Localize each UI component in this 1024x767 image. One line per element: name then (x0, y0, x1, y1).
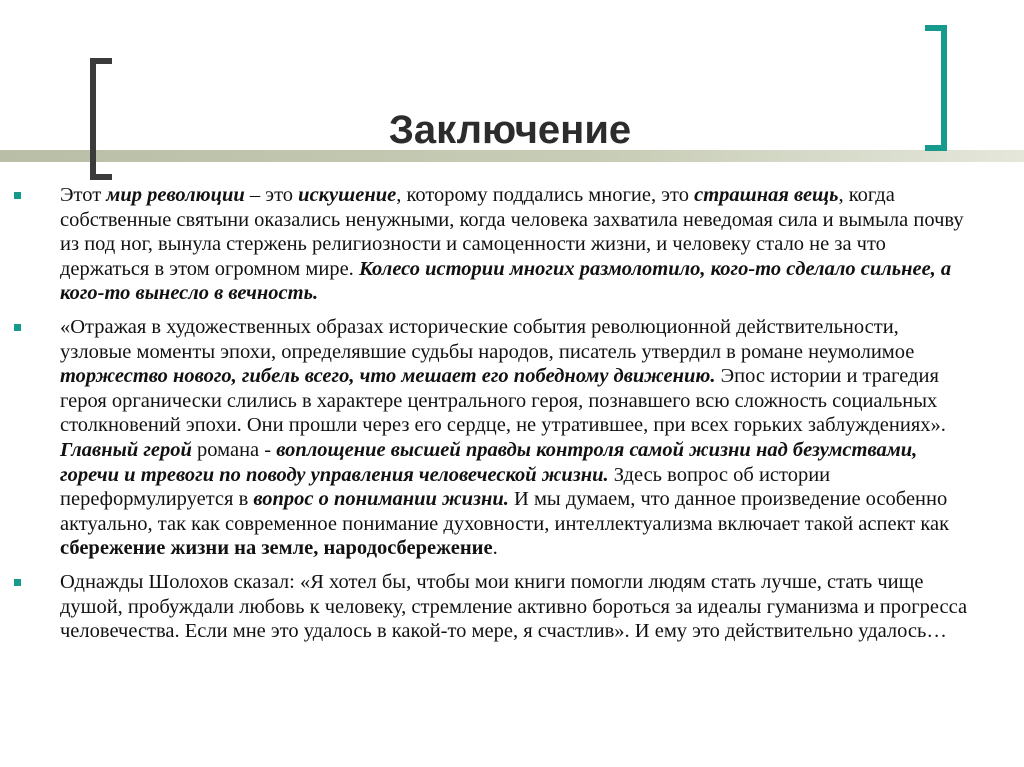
bullet-square-icon (14, 192, 21, 199)
bullet-1: Этот мир революции – это искушение, которому поддались многие, это страшная вещь, когда собственные святыни оказались ненужными, когда человека захватила неведомая сила и вымыла почву из под ног, вынула стержень религиозности и самоценности жизни, и человеку стало не за что держаться в этом огромном мире. Колесо истории многих размолотило, кого-то сделало сильнее, а кого-то вынесло в вечность. (10, 183, 970, 306)
bullet-2: «Отражая в художественных образах исторические события революционной действительности, узловые моменты эпохи, определявшие судьбы народов, писатель утвердил в романе неумолимое торжество нового, гибель всего, что мешает его победному движению. Эпос истории и трагедия героя органически слились в характере центрального героя, познавшего всю сложность социальных столкновений эпохи. Они прошли через его сердце, не утратившее, при всех горьких заблуждениях». Главный герой романа - воплощение высшей правды контроля самой жизни над безумствами, горечи и тревоги по поводу управления человеческой жизни. Здесь вопрос об истории переформулируется в вопрос о понимании жизни. И мы думаем, что данное произведение особенно актуально, так как современное понимание духовности, интеллектуализма включает такой аспект как сбережение жизни на земле, народосбережение. (10, 315, 970, 561)
right-bracket-decoration (925, 25, 947, 151)
slide-content (10, 183, 970, 653)
left-bracket-decoration (90, 58, 112, 180)
bullet-3: Однажды Шолохов сказал: «Я хотел бы, чтобы мои книги помогли людям стать лучше, стать чище душой, пробуждали любовь к человеку, стремление активно бороться за идеалы гуманизма и прогресса человечества. Если мне это удалось в какой-то мере, я счастлив». И ему это действительно удалось… (10, 570, 970, 644)
bullet-square-icon (14, 324, 21, 331)
slide-title: Заключение (388, 108, 632, 152)
bullet-square-icon (14, 579, 21, 586)
